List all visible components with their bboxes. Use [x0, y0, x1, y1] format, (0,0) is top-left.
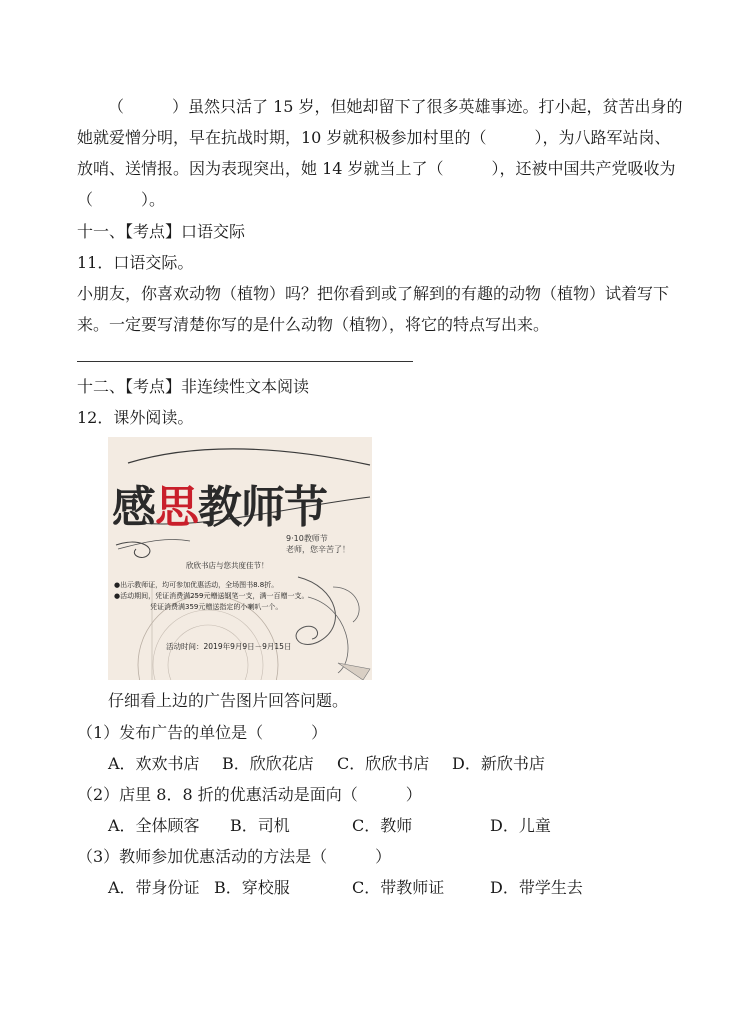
paragraph-line-4: （ ）。: [77, 190, 166, 209]
question-12: 12．课外阅读。: [77, 408, 194, 427]
q2-stem: （2）店里 8．8 折的优惠活动是面向（ ）: [77, 785, 422, 804]
instruction: 仔细看上边的广告图片回答问题。: [108, 691, 349, 710]
poster-subtitle-greeting: 老师，您辛苦了！: [286, 545, 350, 554]
section-12-heading: 十二、【考点】非连续性文本阅读: [77, 377, 310, 396]
q1-stem: （1）发布广告的单位是（ ）: [77, 723, 328, 742]
question-11-prompt-line-2: 来。一定要写清楚你写的是什么动物（植物），将它的特点写出来。: [77, 315, 550, 334]
q3-option-d: D．带学生去: [490, 878, 583, 897]
teachers-day-poster: [108, 437, 372, 680]
question-11-prompt-line-1: 小朋友，你喜欢动物（植物）吗？把你看到或了解到的有趣的动物（植物）试着写下: [77, 284, 670, 303]
paragraph-line-1: （ ）虽然只活了 15 岁，但她却留下了很多英雄事迹。打小起，贫苦出身的: [108, 97, 683, 116]
q2-option-c: C．教师: [352, 816, 413, 835]
section-11-heading: 十一、【考点】口语交际: [77, 222, 246, 241]
q2-option-d: D．儿童: [490, 816, 551, 835]
question-11: 11．口语交际。: [77, 253, 194, 272]
q1-option-b: B．欣欣花店: [222, 754, 314, 773]
poster-subtitle: [286, 533, 350, 555]
poster-bullet-3: 凭证消费满359元赠送指定的小喇叭一个。: [150, 603, 283, 611]
poster-title-rest: 教师节: [198, 482, 327, 533]
poster-subtitle-date: 9·10教师节: [286, 534, 328, 543]
q3-option-c: C．带教师证: [352, 878, 445, 897]
answer-line: [77, 361, 413, 362]
q2-option-a: A．全体顾客: [108, 816, 200, 835]
q1-option-a: A．欢欢书店: [108, 754, 200, 773]
q3-option-a: A．带身份证: [108, 878, 200, 897]
q3-stem: （3）教师参加优惠活动的方法是（ ）: [77, 847, 392, 866]
poster-title: [112, 471, 327, 535]
poster-title-char-1: 感: [112, 482, 155, 533]
poster-bullet-1: ●出示教师证，均可参加优惠活动，全场图书8.8折。: [114, 581, 279, 589]
q1-option-d: D．新欣书店: [452, 754, 545, 773]
q1-option-c: C．欣欣书店: [337, 754, 430, 773]
poster-bullet-2: ●活动期间，凭证消费满259元赠送钢笔一支，满一百赠一支。: [114, 592, 309, 600]
poster-date: 活动时间：2019年9月9日－9月15日: [166, 642, 292, 651]
q3-option-b: B．穿校服: [214, 878, 290, 897]
poster-shop-line: 欣欣书店与您共度佳节！: [186, 561, 269, 570]
paragraph-line-3: 放哨、送情报。因为表现突出，她 14 岁就当上了（ ），还被中国共产党吸收为: [77, 159, 676, 178]
poster-title-char-2: 思: [155, 482, 198, 533]
q2-option-b: B．司机: [230, 816, 290, 835]
paragraph-line-2: 她就爱憎分明，早在抗战时期，10 岁就积极参加村里的（ ），为八路军站岗、: [77, 128, 671, 147]
